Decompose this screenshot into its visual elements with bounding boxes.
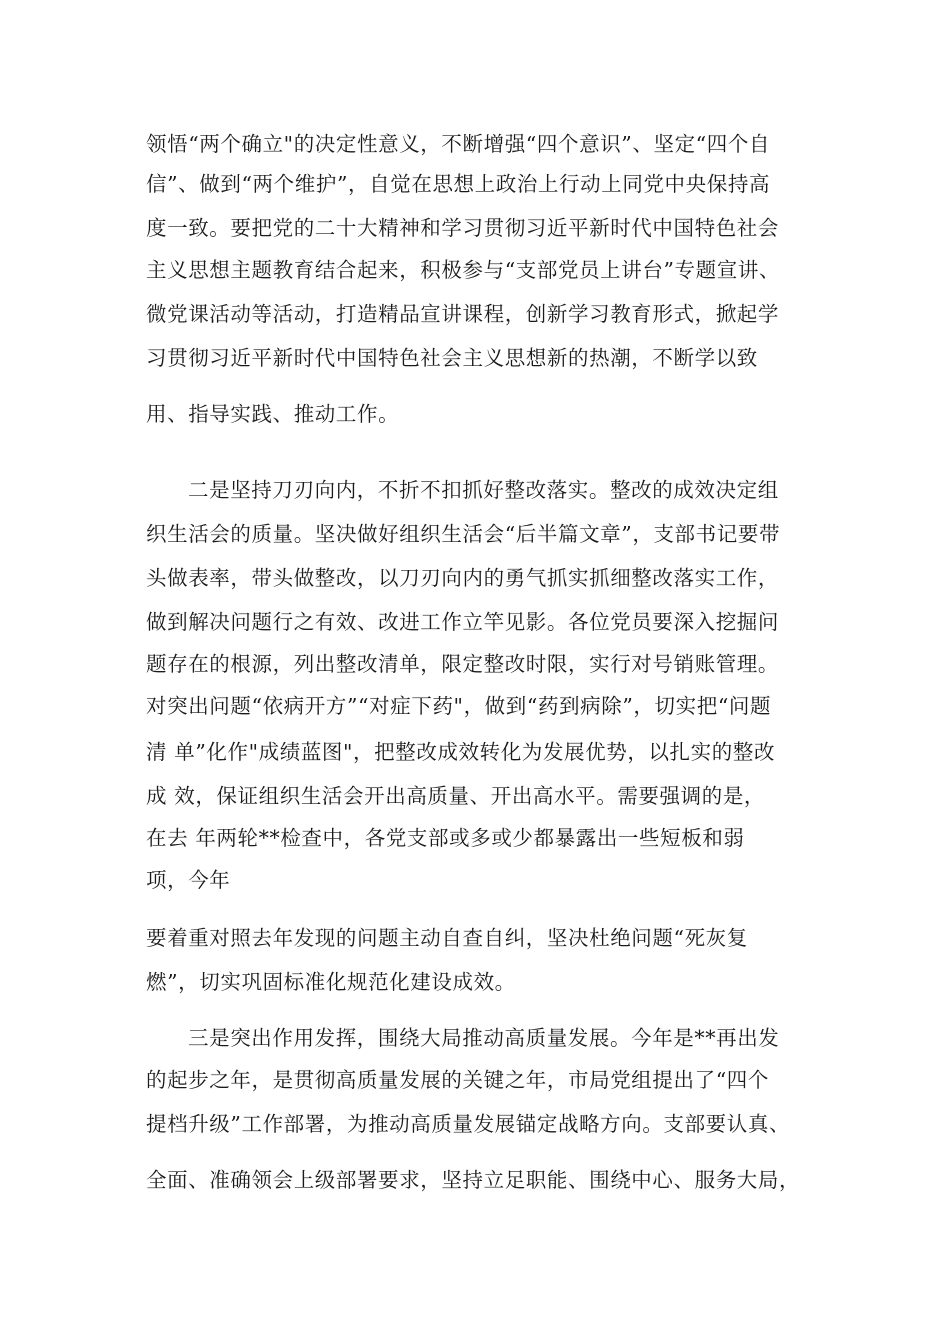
text-line: 的起步之年，是贯彻高质量发展的关键之年，市局党组提出了“四个	[146, 1068, 769, 1092]
text-line: 习贯彻习近平新时代中国特色社会主义思想新的热潮，不断学以致	[146, 346, 758, 370]
text-line: 燃”，切实巩固标准化规范化建设成效。	[146, 970, 516, 994]
text-line: 度一致。要把党的二十大精神和学习贯彻习近平新时代中国特色社会	[146, 216, 779, 240]
text-line: 头做表率，带头做整改，以刀刃向内的勇气抓实抓细整改落实工作，	[146, 566, 779, 590]
text-line: 领悟“两个确立"的决定性意义，不断增强“四个意识”、坚定“四个自	[146, 132, 771, 156]
text-line: 三是突出作用发挥，围绕大局推动高质量发展。今年是**再出发	[188, 1026, 780, 1050]
text-line: 项，今年	[146, 868, 231, 892]
text-line: 微党课活动等活动，打造精品宣讲课程，创新学习教育形式，掀起学	[146, 302, 779, 326]
text-line: 在去 年两轮**检查中，各党支部或多或少都暴露出一些短板和弱	[146, 826, 745, 850]
text-line: 用、指导实践、推动工作。	[146, 402, 400, 426]
text-line: 做到解决问题行之有效、改进工作立竿见影。各位党员要深入挖掘问	[146, 610, 779, 634]
text-line: 提档升级”工作部署，为推动高质量发展锚定战略方向。支部要认真、	[146, 1112, 791, 1136]
text-line: 题存在的根源，列出整改清单，限定整改时限，实行对号销账管理。	[146, 652, 779, 676]
text-line: 信”、做到“两个维护”，自觉在思想上政治上行动上同党中央保持高	[146, 172, 771, 196]
text-line: 织生活会的质量。坚决做好组织生活会“后半篇文章”，支部书记要带	[146, 522, 781, 546]
text-line: 二是坚持刀刃向内，不折不扣抓好整改落实。整改的成效决定组	[188, 478, 779, 502]
text-line: 要着重对照去年发现的问题主动自查自纠，坚决杜绝问题“死灰复	[146, 926, 748, 950]
text-line: 清 单”化作"成绩蓝图"，把整改成效转化为发展优势，以扎实的整改	[146, 740, 776, 764]
text-line: 主义思想主题教育结合起来，积极参与“支部党员上讲台”专题宣讲、	[146, 258, 781, 282]
text-line: 全面、准确领会上级部署要求，坚持立足职能、围绕中心、服务大局，	[146, 1168, 801, 1192]
text-line: 对突出问题“依病开方”“对症下药"，做到“药到病除”，切实把“问题	[146, 694, 772, 718]
text-line: 成 效，保证组织生活会开出高质量、开出高水平。需要强调的是，	[146, 784, 766, 808]
